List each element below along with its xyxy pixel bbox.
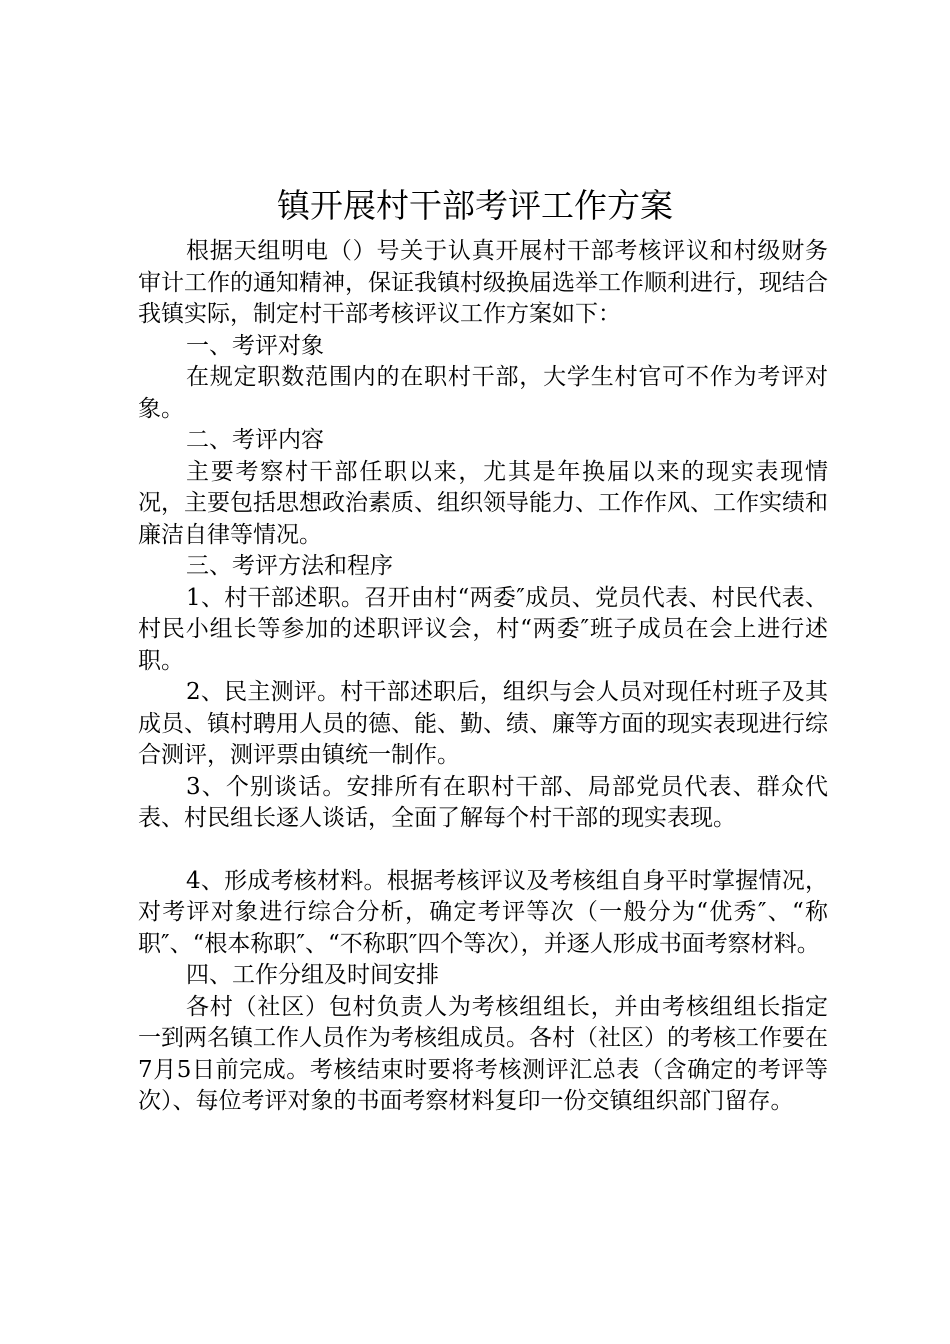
method-item-4: 4、形成考核材料。根据考核评议及考核组自身平时掌握情况，对考评对象进行综合分析，确定考评等次（一般分为“优秀″、“称职″、“根本称职″、“不称职″四个等次），并逐人形成书面考察材料。 [138, 867, 828, 957]
section-heading-methods: 三、考评方法和程序 [186, 553, 393, 579]
content-paragraph: 主要考察村干部任职以来，尤其是年换届以来的现实表现情况，主要包括思想政治素质、组织领导能力、工作作风、工作实绩和廉洁自律等情况。 [138, 458, 828, 548]
intro-paragraph: 根据天组明电（）号关于认真开展村干部考核评议和村级财务审计工作的通知精神，保证我镇村级换届选举工作顺利进行，现结合我镇实际，制定村干部考核评议工作方案如下： [138, 238, 828, 327]
section-heading-content: 二、考评内容 [186, 427, 324, 453]
section-heading-targets: 一、考评对象 [186, 332, 324, 359]
method-item-2: 2、民主测评。村干部述职后，组织与会人员对现任村班子及其成员、镇村聘用人员的德、能、勤、绩、廉等方面的现实表现进行综合测评，测评票由镇统一制作。 [138, 679, 828, 768]
section-heading-schedule: 四、工作分组及时间安排 [186, 962, 439, 988]
method-item-3: 3、个别谈话。安排所有在职村干部、局部党员代表、群众代表、村民组长逐人谈话，全面了解每个村干部的现实表现。 [138, 773, 828, 831]
document-body [138, 236, 828, 1118]
paragraph-gap [138, 835, 828, 866]
schedule-paragraph: 各村（社区）包村负责人为考核组组长，并由考核组组长指定一到两名镇工作人员作为考核组成员。各村（社区）的考核工作要在7月5日前完成。考核结束时要将考核测评汇总表（含确定的考评等次）、每位考评对象的书面考察材料复印一份交镇组织部门留存。 [138, 993, 828, 1114]
document-title: 镇开展村干部考评工作方案 [277, 186, 673, 225]
targets-paragraph: 在规定职数范围内的在职村干部，大学生村官可不作为考评对象。 [138, 364, 828, 422]
method-item-1: 1、村干部述职。召开由村“两委″成员、党员代表、村民代表、村民小组长等参加的述职评议会，村“两委″班子成员在会上进行述职。 [138, 584, 828, 674]
